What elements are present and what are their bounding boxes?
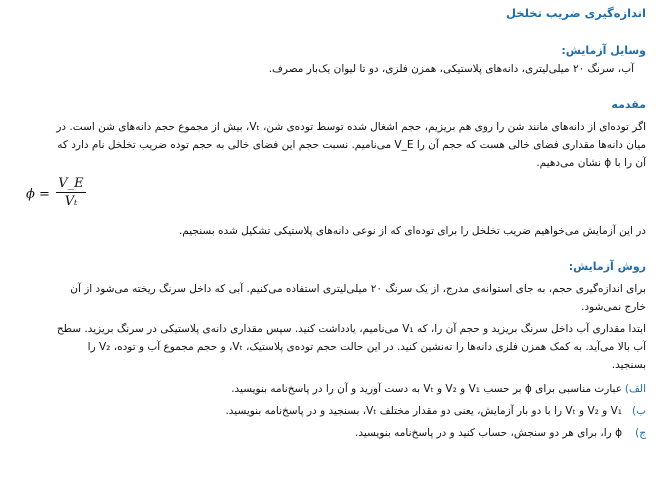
porosity-formula <box>14 174 646 216</box>
question-text-c: ϕ را، برای هر دو سنجش، حساب کنید و در پاسخ‌نامه بنویسید. <box>355 427 622 439</box>
intro-heading: مقدمه <box>611 98 646 111</box>
question-text-b: V₁ و V₂ و Vₜ را با دو بار آزمایش، یعنی دو مقدار مختلف Vₜ، بسنجید و در پاسخ‌نامه بنویسید. <box>225 405 622 417</box>
intro-paragraph-line-3: آن را با ϕ نشان می‌دهیم. <box>536 157 646 169</box>
question-item-b <box>14 400 646 422</box>
page-title: اندازه‌گیری ضریب تخلخل <box>506 6 646 20</box>
question-text-a: عبارت مناسبی برای ϕ بر حسب V₁ و V₂ و Vₜ به دست آورید و آن را در پاسخ‌نامه بنویسید. <box>231 383 622 395</box>
intro-paragraph-line-2: میان دانه‌ها مقداری فضای خالی هست که حجم آن را V_E می‌نامیم. نسبت حجم این فضای خالی به حجم توده ضریب تخلخل نام دارد که <box>57 139 646 151</box>
formula-fraction <box>56 176 86 211</box>
equipment-heading: وسایل آزمایش: <box>561 44 646 57</box>
method-paragraph-2-line-2: آب بالا می‌آید. به کمک همزن فلزی دانه‌ها را ته‌نشین کنید. در این حالت حجم توده‌ی پلاستیک، Vₜ، و حجم مجموع آب و توده، V₂ را <box>87 341 646 353</box>
method-paragraph-2-line-3: بسنجید. <box>611 359 646 371</box>
equipment-text: آب، سرنگ ۲۰ میلی‌لیتری، دانه‌های پلاستیکی، همزن فلزی، دو تا لیوان یک‌بار مصرف. <box>268 63 634 75</box>
question-item-c <box>14 422 646 444</box>
intro-paragraph-line-1: اگر توده‌ای از دانه‌های مانند شن را روی هم بریزیم، حجم اشغال شده توسط توده‌ی شن، Vₜ، بیش از مجموع حجم دانه‌های شن است. در <box>56 121 646 133</box>
method-paragraph-1-line-2: خارج نمی‌شود. <box>581 301 646 313</box>
method-paragraph-1-line-1: برای اندازه‌گیری حجم، به جای استوانه‌ی مدرج، از یک سرنگ ۲۰ میلی‌لیتری استفاده می‌کنیم. آبی که داخل سرنگ ریخته می‌شود از آن <box>70 283 646 295</box>
formula-lhs: ϕ = <box>26 187 50 202</box>
method-paragraph-2-line-1: ابتدا مقداری آب داخل سرنگ بریزید و حجم آن را، که V₁ می‌نامیم، یادداشت کنید. سپس مقداری دانه‌ی پلاستیکی در سرنگ بریزید. سطح <box>56 323 646 335</box>
question-mark-a: الف) <box>624 383 646 395</box>
question-mark-c: ج) <box>635 427 646 439</box>
question-mark-b: ب) <box>632 405 646 417</box>
question-item-a <box>14 378 646 400</box>
formula-denominator: Vₜ <box>64 194 78 209</box>
formula-numerator: V_E <box>56 176 86 193</box>
method-heading: روش آزمایش: <box>568 260 646 273</box>
intro-paragraph-2: در این آزمایش می‌خواهیم ضریب تخلخل را برای توده‌ای که از نوعی دانه‌های پلاستیکی تشکیل شده بسنجیم. <box>178 225 646 237</box>
